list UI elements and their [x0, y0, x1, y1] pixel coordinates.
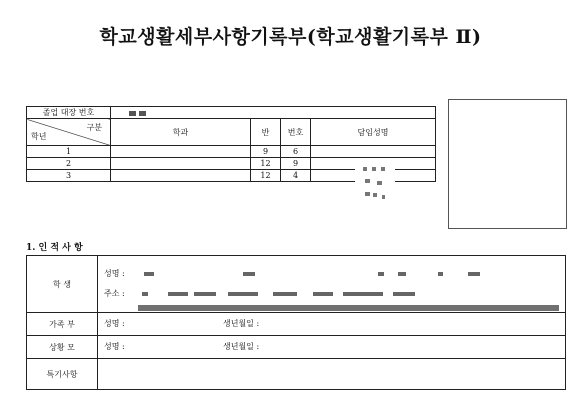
- page-title: 학교생활세부사항기록부(학교생활기록부 Ⅱ): [99, 26, 482, 48]
- remarks-cell: [98, 359, 566, 390]
- family-label-mother: 상황 모: [27, 336, 98, 359]
- photo-box: [448, 99, 567, 229]
- mother-line: [98, 337, 565, 357]
- grade-label: 학년: [31, 132, 47, 141]
- category-header: [27, 119, 111, 146]
- address-prefix: 주소 :: [104, 289, 125, 298]
- remarks-label: 특기사항: [27, 359, 98, 390]
- class-cell: 12: [251, 158, 281, 170]
- student-label: 학 생: [27, 256, 98, 313]
- personal-info-table: [26, 255, 566, 390]
- student-address-line: [98, 284, 565, 304]
- name-prefix: 성명 :: [104, 269, 125, 278]
- graduation-label: 졸업 대장 번호: [27, 107, 111, 119]
- number-cell: 6: [281, 146, 311, 158]
- class-cell: 12: [251, 170, 281, 182]
- dept-cell: [111, 158, 251, 170]
- teacher-header: 담임성명: [311, 119, 436, 146]
- father-line: [98, 314, 565, 334]
- graduation-number-redacted: [111, 107, 436, 119]
- grade-cell: 1: [27, 146, 111, 158]
- section-title: 1. 인 적 사 항: [26, 243, 83, 253]
- number-cell: 9: [281, 158, 311, 170]
- dept-header: 학과: [111, 119, 251, 146]
- dept-cell: [111, 170, 251, 182]
- mother-birth-prefix: 생년월일 :: [223, 342, 260, 351]
- grade-cell: 2: [27, 158, 111, 170]
- class-cell: 9: [251, 146, 281, 158]
- student-info-cell: [98, 256, 566, 313]
- grade-cell: 3: [27, 170, 111, 182]
- teacher-names-redacted: [355, 165, 395, 205]
- father-name-prefix: 성명 :: [104, 319, 125, 328]
- student-name-line: [98, 264, 565, 284]
- teacher-cell: [311, 146, 436, 158]
- class-header: 반: [251, 119, 281, 146]
- mother-name-prefix: 성명 :: [104, 342, 125, 351]
- number-header: 번호: [281, 119, 311, 146]
- father-info-cell: [98, 313, 566, 336]
- father-birth-prefix: 생년월일 :: [223, 319, 260, 328]
- dept-cell: [111, 146, 251, 158]
- family-label-father: 가족 부: [27, 313, 98, 336]
- table-row: [27, 146, 436, 158]
- mother-info-cell: [98, 336, 566, 359]
- category-label: 구분: [86, 123, 102, 132]
- redacted-address: [138, 305, 559, 311]
- number-cell: 4: [281, 170, 311, 182]
